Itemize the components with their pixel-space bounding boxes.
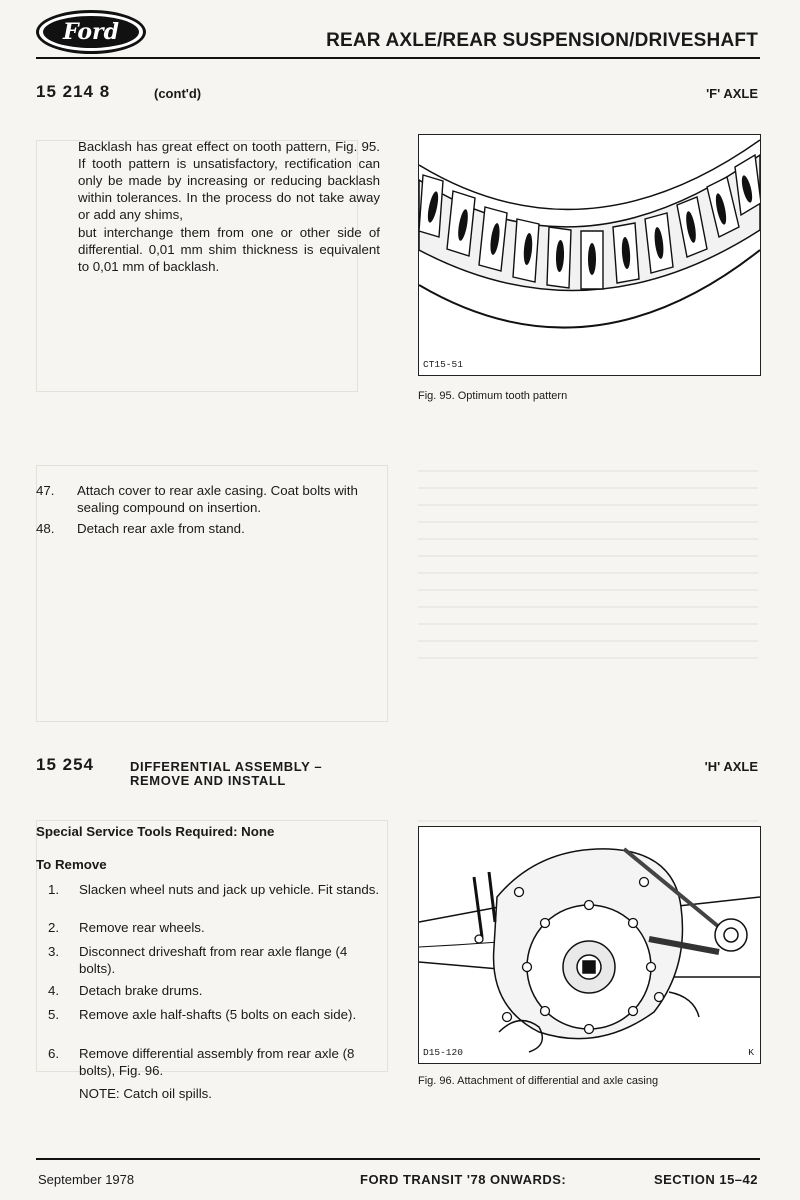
remove-step-5 — [36, 1006, 386, 1040]
axle-label-h: 'H' AXLE — [704, 759, 758, 774]
step-text: Detach rear axle from stand. — [77, 521, 245, 536]
oil-spill-note: NOTE: Catch oil spills. — [79, 1086, 213, 1101]
step-number: 1. — [48, 882, 60, 897]
axle-label-f: 'F' AXLE — [706, 86, 758, 101]
ford-logo — [36, 10, 146, 54]
figure-96-differential — [418, 826, 761, 1064]
section-title-line1: DIFFERENTIAL ASSEMBLY – — [130, 759, 323, 774]
remove-step-1 — [36, 881, 386, 915]
step-number: 3. — [48, 944, 60, 959]
step-text: Detach brake drums. — [79, 983, 203, 998]
footer-publication: FORD TRANSIT '78 ONWARDS: — [360, 1172, 567, 1187]
remove-step-2 — [36, 919, 386, 936]
section-number: 15 254 — [36, 755, 94, 774]
figure-96-caption: Fig. 96. Attachment of differential and axle casing — [418, 1075, 659, 1087]
step-number: 47. — [36, 483, 55, 498]
step-number: 4. — [48, 983, 60, 998]
ford-logo-text: Ford — [43, 16, 139, 48]
backlash-paragraph: Backlash has great effect on tooth pattern, Fig. 95. If tooth pattern is unsatisfactory, rectification can only be made by increasing or reducing backlash within tolerances. In the process do not take away or add any shims, — [78, 139, 380, 222]
step-number: 6. — [48, 1046, 60, 1061]
step-47 — [36, 482, 386, 516]
differential-illustration — [419, 827, 760, 1063]
to-remove-heading: To Remove — [36, 857, 107, 872]
figure-95-tag: CT15-51 — [423, 359, 463, 370]
remove-step-4 — [36, 982, 386, 999]
remove-step-3 — [36, 943, 386, 977]
gear-illustration — [419, 135, 760, 375]
section-suffix: (cont'd) — [154, 86, 202, 101]
footer-date: September 1978 — [38, 1172, 135, 1187]
step-text: Remove rear wheels. — [79, 920, 205, 935]
step-text: Remove axle half-shafts (5 bolts on each side). — [79, 1007, 357, 1022]
figure-96-tag: D15-120 — [423, 1047, 463, 1058]
figure-95-tooth-pattern — [418, 134, 761, 376]
remove-step-6 — [36, 1045, 386, 1079]
special-tools-note: Special Service Tools Required: None — [36, 824, 275, 839]
step-number: 5. — [48, 1007, 60, 1022]
step-48 — [36, 520, 386, 537]
backlash-paragraph-cont: but interchange them from one or other side of differential. 0,01 mm shim thickness is equivalent to 0,01 mm of backlash. — [78, 225, 380, 274]
footer-rule — [36, 1158, 760, 1160]
header-rule — [36, 57, 760, 59]
step-text: Slacken wheel nuts and jack up vehicle. Fit stands. — [79, 882, 380, 897]
figure-95-caption: Fig. 95. Optimum tooth pattern — [418, 390, 568, 402]
step-text: Disconnect driveshaft from rear axle flange (4 bolts). — [79, 944, 348, 976]
step-number: 48. — [36, 521, 55, 536]
section-number: 15 214 8 — [36, 82, 111, 101]
figure-96-corner-label: K — [748, 1047, 754, 1058]
section-title-line2: REMOVE AND INSTALL — [130, 773, 286, 788]
step-text: Attach cover to rear axle casing. Coat bolts with sealing compound on insertion. — [77, 483, 358, 515]
step-text: Remove differential assembly from rear axle (8 bolts), Fig. 96. — [79, 1046, 355, 1078]
footer-section: SECTION 15–42 — [653, 1172, 758, 1187]
page-title: REAR AXLE/REAR SUSPENSION/DRIVESHAFT — [326, 30, 758, 51]
step-number: 2. — [48, 920, 60, 935]
